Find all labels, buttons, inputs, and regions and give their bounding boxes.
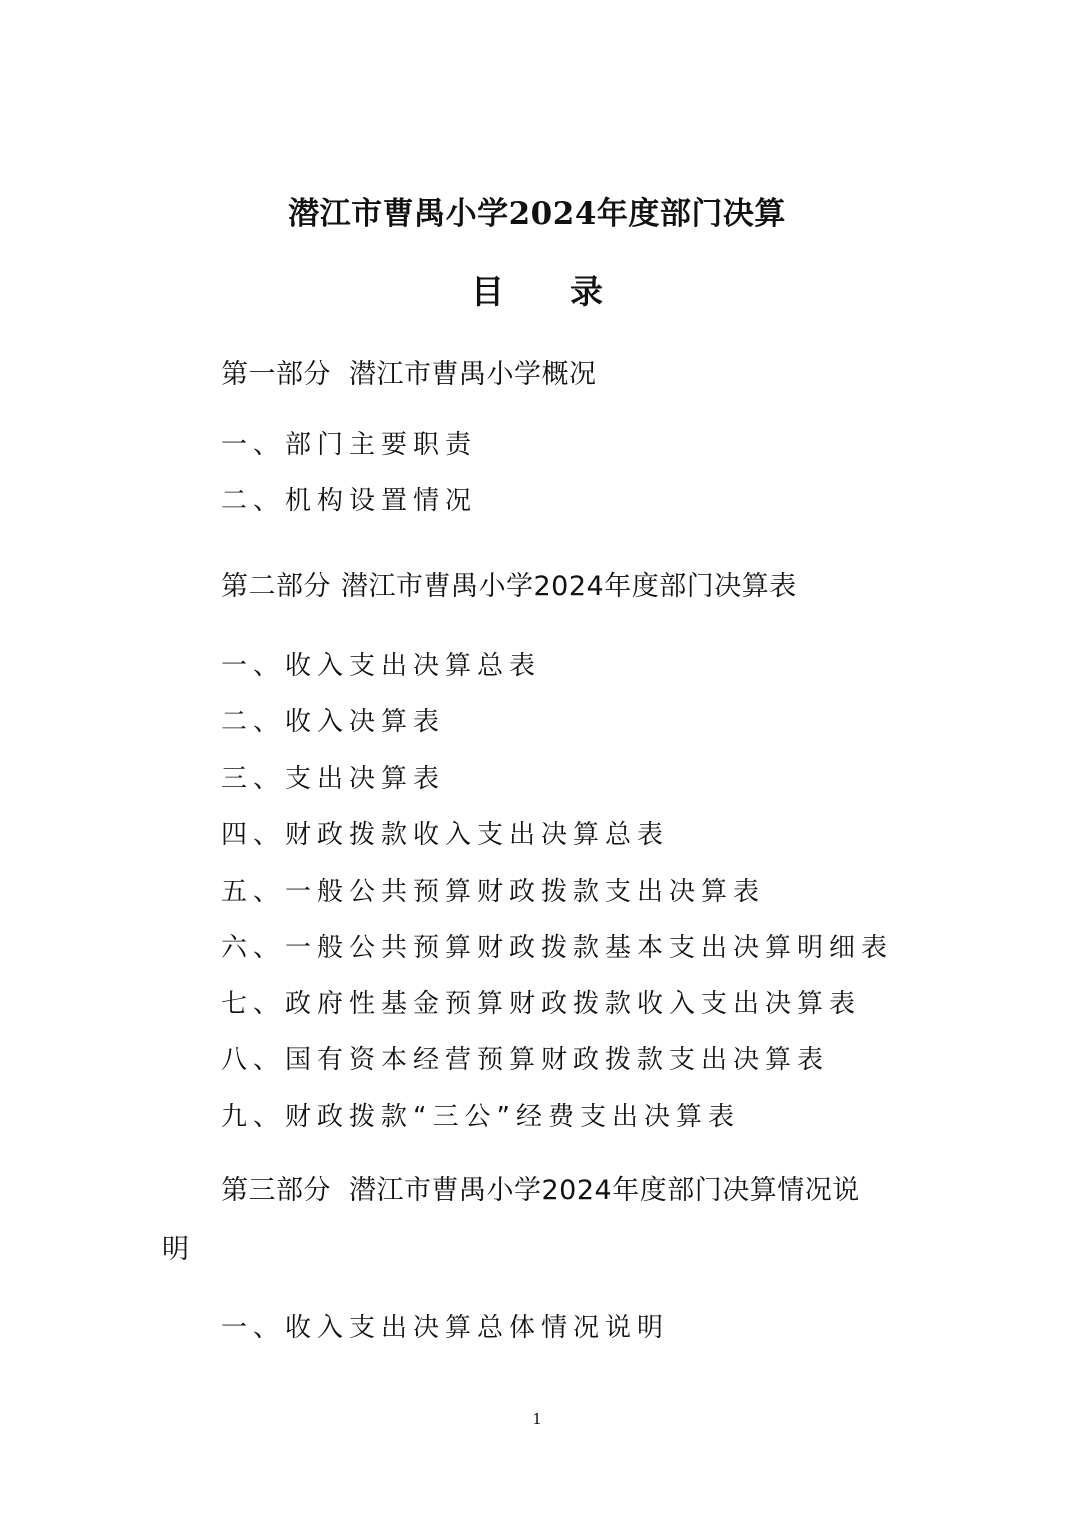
part-2-title: 潜江市曹禺小学2024年度部门决算表 — [341, 571, 797, 602]
toc-item: 六、一般公共预算财政拨款基本支出决算明细表 — [221, 933, 894, 963]
part-1-heading — [221, 352, 597, 391]
part-1-title: 潜江市曹禺小学概况 — [349, 359, 597, 390]
toc-heading — [0, 266, 1074, 313]
toc-item: 四、财政拨款收入支出决算总表 — [221, 820, 670, 850]
document-title: 潜江市曹禺小学2024年度部门决算 — [288, 196, 786, 232]
part-3-title-line-2: 明 — [162, 1234, 189, 1265]
toc-item: 五、一般公共预算财政拨款支出决算表 — [221, 877, 766, 907]
part-1-label: 第一部分 — [221, 359, 331, 390]
part-2-heading — [221, 564, 797, 603]
toc-item: 一、收入支出决算总表 — [221, 651, 542, 681]
toc-heading-char-1: 目 — [471, 272, 504, 311]
toc-item: 二、机构设置情况 — [221, 486, 478, 516]
toc-item: 一、部门主要职责 — [221, 430, 478, 460]
page-number: 1 — [532, 1410, 542, 1428]
toc-item: 三、支出决算表 — [221, 764, 446, 794]
part-3-title-line-1: 潜江市曹禺小学2024年度部门决算情况说 — [349, 1175, 860, 1206]
toc-item: 一、收入支出决算总体情况说明 — [221, 1313, 670, 1343]
toc-item: 八、国有资本经营预算财政拨款支出决算表 — [221, 1045, 830, 1075]
part-3-heading — [221, 1168, 860, 1207]
part-2-label: 第二部分 — [221, 571, 331, 602]
part-3-label: 第三部分 — [221, 1175, 331, 1206]
toc-heading-char-2: 录 — [570, 272, 603, 311]
toc-item: 七、政府性基金预算财政拨款收入支出决算表 — [221, 989, 862, 1019]
toc-item: 二、收入决算表 — [221, 707, 446, 737]
toc-item: 九、财政拨款“三公”经费支出决算表 — [221, 1102, 740, 1132]
